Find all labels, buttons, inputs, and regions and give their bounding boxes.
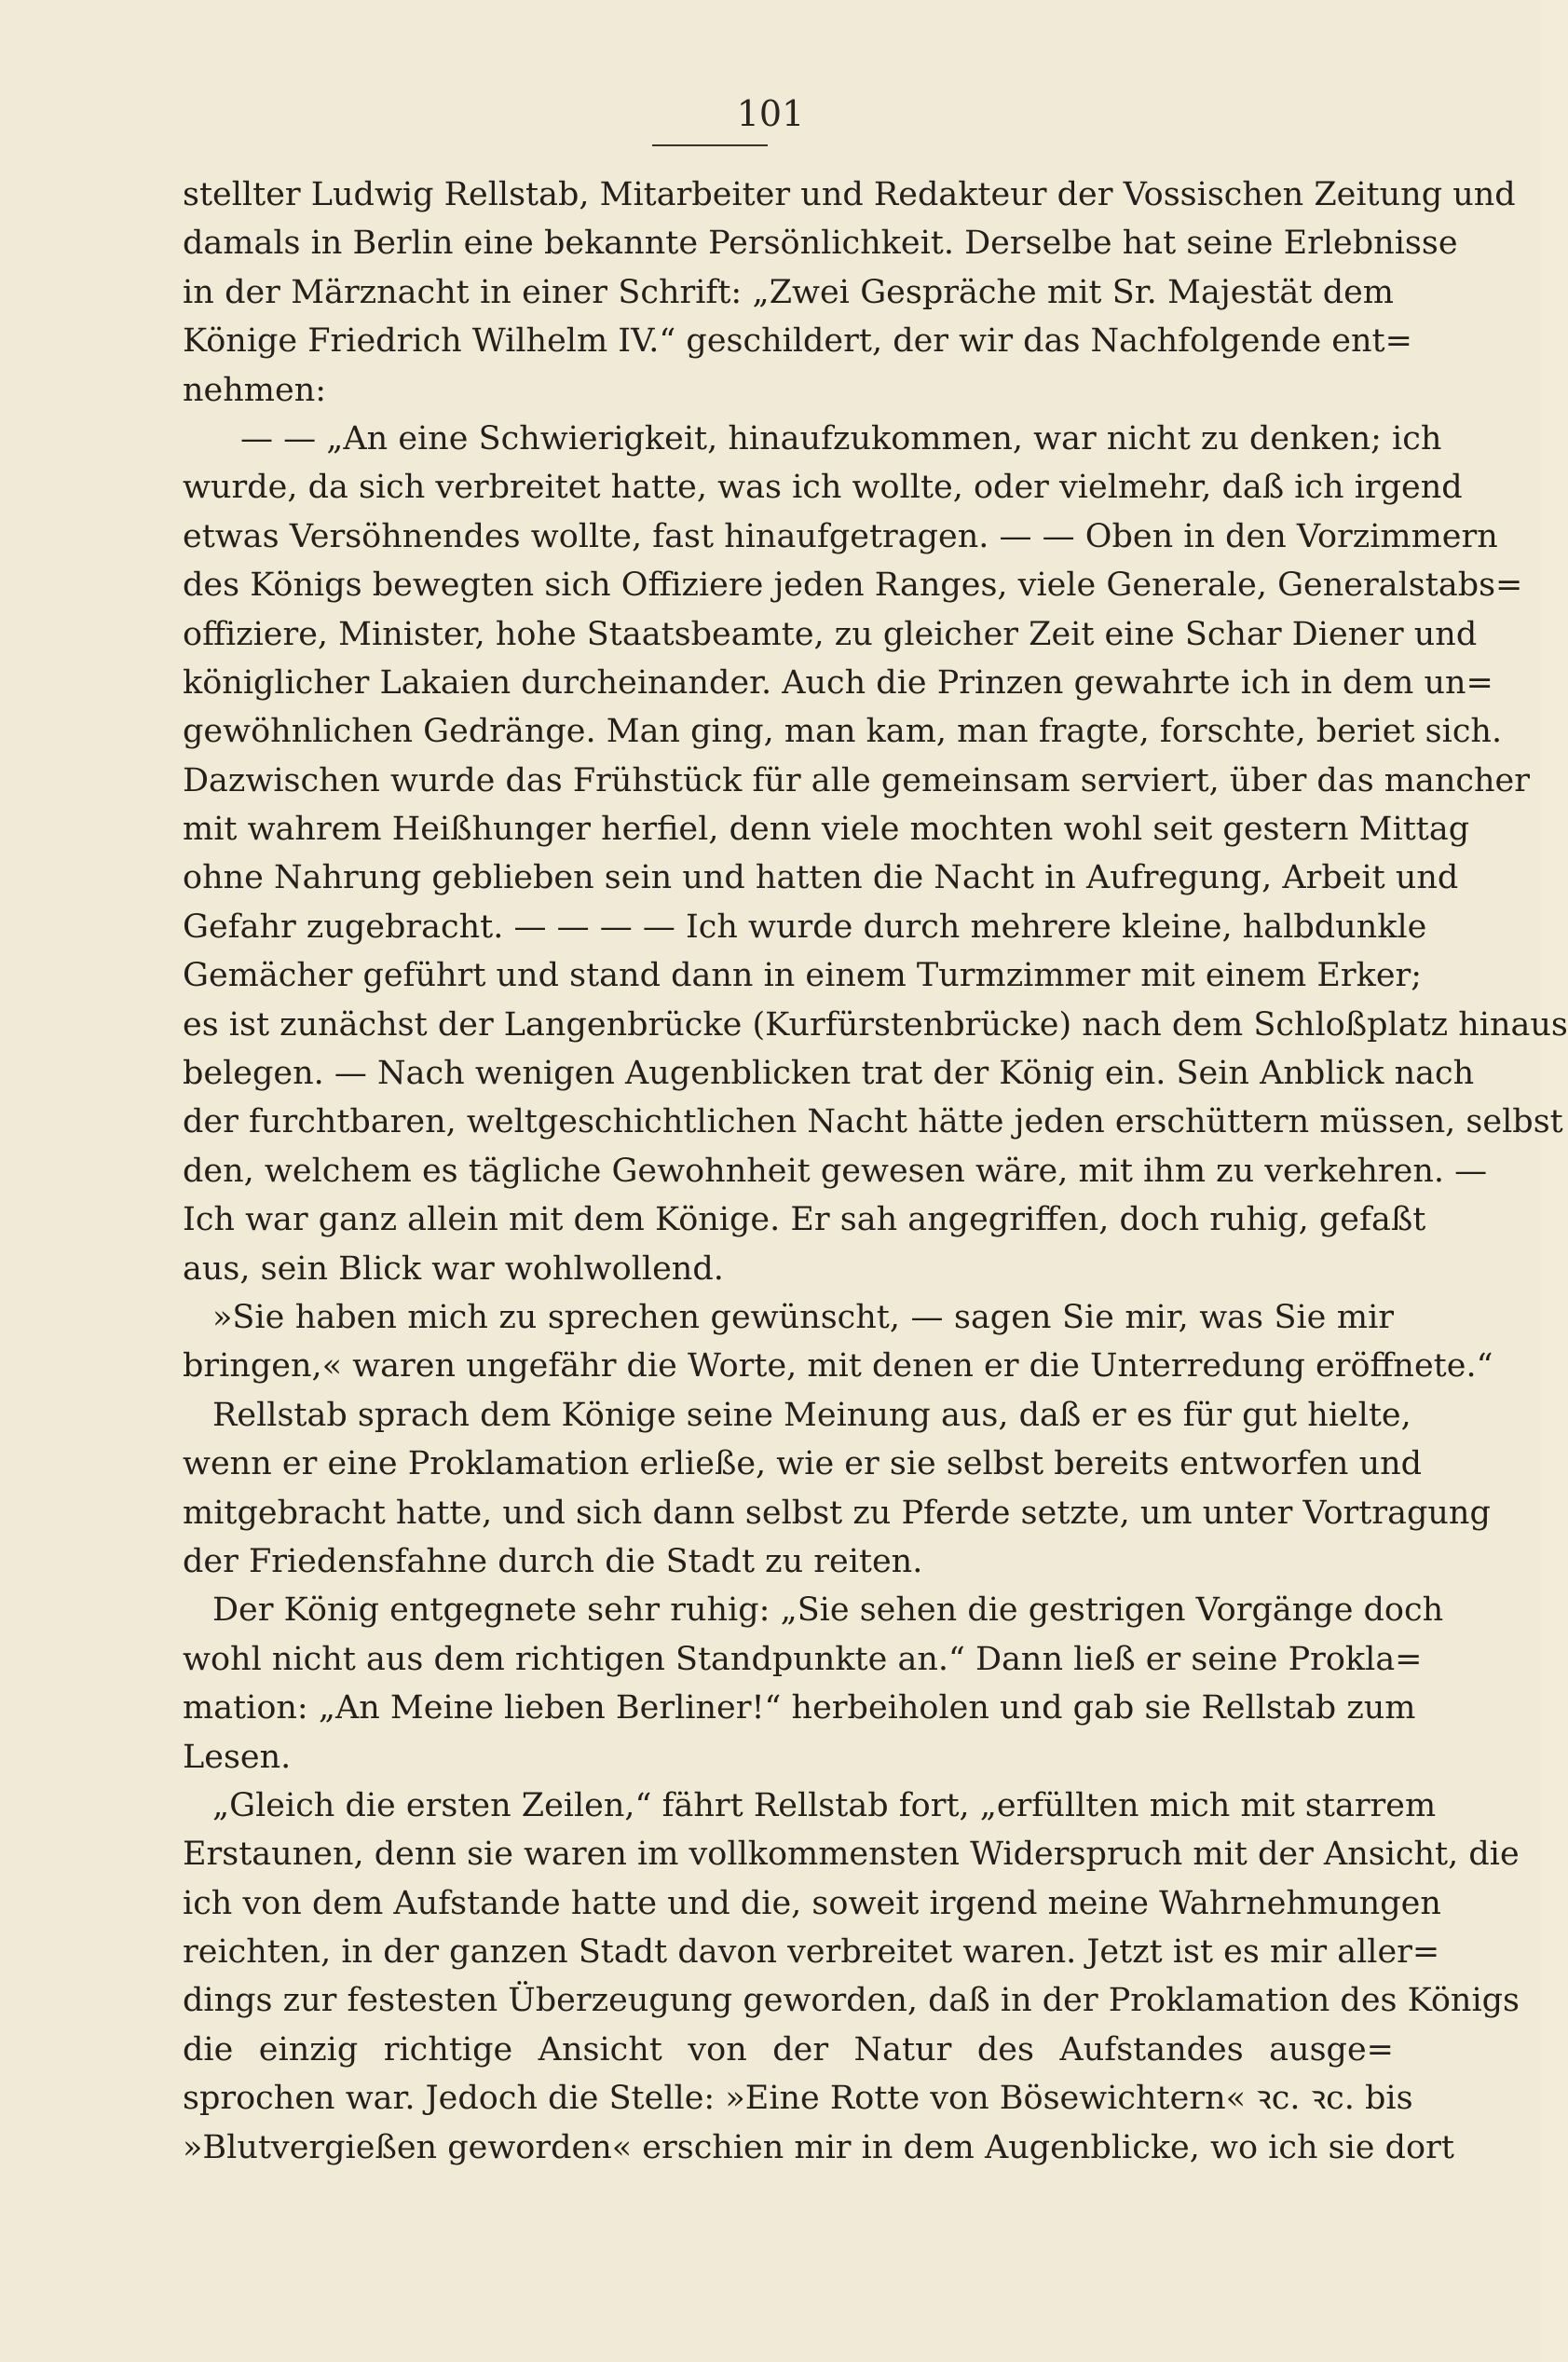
text-line: der furchtbaren, weltgeschichtlichen Nacht hätte jeden erschüttern müssen, selbst (183, 1103, 1563, 1141)
text-line: des Königs bewegten sich Offiziere jeden Ranges, viele Generale, Generalstabs= (183, 567, 1523, 605)
text-line: Lesen. (183, 1738, 292, 1776)
text-line: Der König entgegnete sehr ruhig: „Sie sehen die gestrigen Vorgänge doch (212, 1591, 1444, 1630)
text-line: die einzig richtige Ansicht von der Natur des Aufstandes ausge= (183, 2030, 1394, 2068)
text-line: Dazwischen wurde das Frühstück für alle gemeinsam serviert, über das mancher (183, 761, 1530, 799)
text-line: der Friedensfahne durch die Stadt zu reiten. (183, 1542, 923, 1580)
text-line: »Sie haben mich zu sprechen gewünscht, — sagen Sie mir, was Sie mir (212, 1298, 1394, 1336)
text-line: — — „An eine Schwierigkeit, hinaufzukommen, war nicht zu denken; ich (240, 419, 1442, 457)
text-line: Gemächer geführt und stand dann in einem Turmzimmer mit einem Erker; (183, 957, 1423, 995)
text-line: „Gleich die ersten Zeilen,“ fährt Rellstab fort, „erfüllten mich mit starrem (212, 1786, 1437, 1824)
text-line: mit wahrem Heißhunger herfiel, denn viele mochten wohl seit gestern Mittag (183, 811, 1470, 849)
text-line: damals in Berlin eine bekannte Persönlichkeit. Derselbe hat seine Erlebnisse (183, 225, 1458, 263)
text-line: es ist zunächst der Langenbrücke (Kurfürstenbrücke) nach dem Schloßplatz hinaus (183, 1005, 1568, 1044)
text-line: wohl nicht aus dem richtigen Standpunkte an.“ Dann ließ er seine Prokla= (183, 1640, 1423, 1678)
text-line: wenn er eine Proklamation erließe, wie er sie selbst bereits entworfen und (183, 1445, 1423, 1483)
text-line: ohne Nahrung geblieben sein und hatten die Nacht in Aufregung, Arbeit und (183, 859, 1459, 897)
text-line: belegen. — Nach wenigen Augenblicken trat der König ein. Sein Anblick nach (183, 1055, 1475, 1093)
page-number-rule (652, 144, 768, 146)
text-line: ich von dem Aufstande hatte und die, soweit irgend meine Wahrnehmungen (183, 1884, 1441, 1922)
text-line: sprochen war. Jedoch die Stelle: »Eine Rotte von Bösewichtern« ꝛc. ꝛc. bis (183, 2080, 1413, 2118)
text-line: etwas Versöhnendes wollte, fast hinaufgetragen. — — Oben in den Vorzimmern (183, 517, 1498, 555)
body-text (183, 171, 1568, 2172)
page-number: 101 (736, 93, 805, 134)
text-line: mitgebracht hatte, und sich dann selbst zu Pferde setzte, um unter Vortragung (183, 1494, 1491, 1532)
text-line: reichten, in der ganzen Stadt davon verbreitet waren. Jetzt ist es mir aller= (183, 1933, 1440, 1972)
text-line: Erstaunen, denn sie waren im vollkommensten Widerspruch mit der Ansicht, die (183, 1836, 1520, 1874)
text-line: Ich war ganz allein mit dem Könige. Er sah angegriffen, doch ruhig, gefaßt (183, 1201, 1426, 1239)
text-line: Rellstab sprach dem Könige seine Meinung aus, daß er es für gut hielte, (212, 1396, 1411, 1434)
text-line: mation: „An Meine lieben Berliner!“ herbeiholen und gab sie Rellstab zum (183, 1689, 1416, 1727)
text-line: nehmen: (183, 371, 327, 409)
text-line: Gefahr zugebracht. — — — — Ich wurde durch mehrere kleine, halbdunkle (183, 908, 1427, 946)
text-line: dings zur festesten Überzeugung geworden, daß in der Proklamation des Königs (183, 1982, 1520, 2020)
text-line: bringen,« waren ungefähr die Worte, mit denen er die Unterredung eröffnete.“ (183, 1347, 1493, 1386)
text-line: den, welchem es tägliche Gewohnheit gewesen wäre, mit ihm zu verkehren. — (183, 1152, 1488, 1190)
text-line: Könige Friedrich Wilhelm IV.“ geschildert, der wir das Nachfolgende ent= (183, 322, 1412, 361)
text-line: wurde, da sich verbreitet hatte, was ich wollte, oder vielmehr, daß ich irgend (183, 469, 1463, 507)
text-line: gewöhnlichen Gedränge. Man ging, man kam, man fragte, forschte, beriet sich. (183, 713, 1503, 751)
text-line: stellter Ludwig Rellstab, Mitarbeiter und Redakteur der Vossischen Zeitung und (183, 176, 1516, 213)
text-line: aus, sein Blick war wohlwollend. (183, 1249, 724, 1288)
text-line: »Blutvergießen geworden« erschien mir in dem Augenblicke, wo ich sie dort (183, 2128, 1454, 2166)
text-line: offiziere, Minister, hohe Staatsbeamte, zu gleicher Zeit eine Schar Diener und (183, 615, 1478, 653)
text-line: in der Märznacht in einer Schrift: „Zwei Gespräche mit Sr. Majestät dem (183, 273, 1394, 311)
text-line: königlicher Lakaien durcheinander. Auch die Prinzen gewahrte ich in dem un= (183, 663, 1493, 702)
